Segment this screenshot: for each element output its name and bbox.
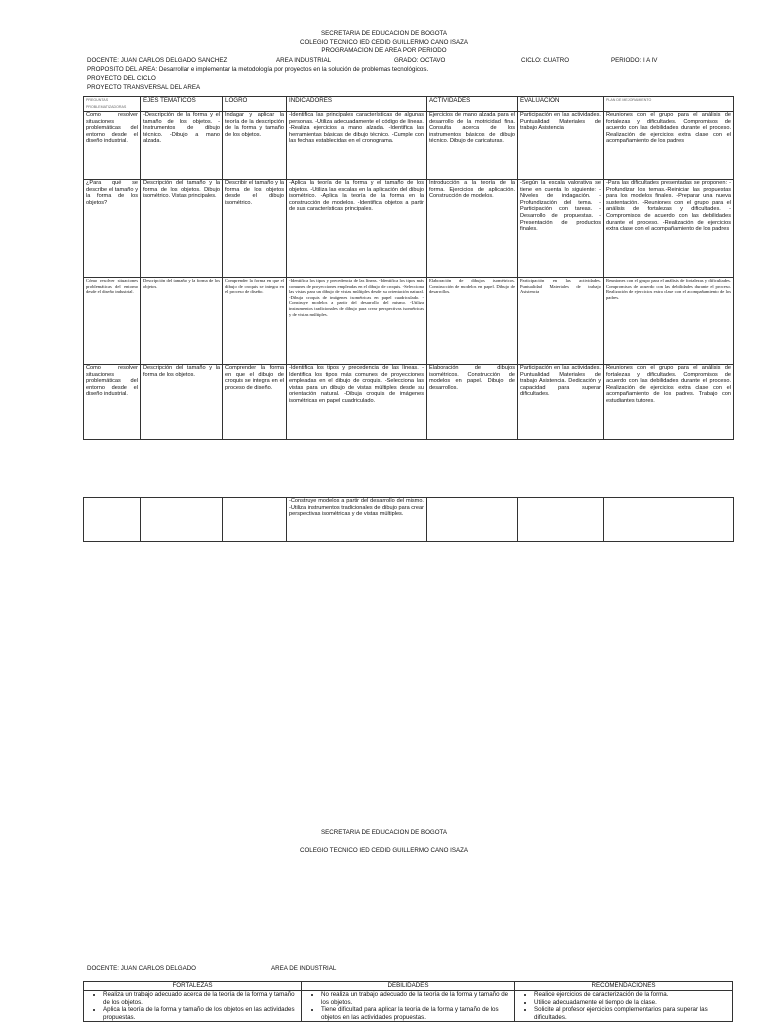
col-preguntas: PREGUNTAS PROBLEMATIZADORAS: [84, 97, 141, 112]
list-item: • No realiza un trabajo adecuado de la teoría de la forma y tamaño de los objetos.: [321, 991, 511, 1006]
row3-ejes: Descripción del tamaño y la forma de los objetos.: [141, 278, 223, 365]
row3-logro: Comprender la forma en que el dibujo de croquis se integra en el proceso de diseño.: [223, 278, 287, 365]
col-ejes: EJES TEMATICOS: [141, 97, 223, 112]
row4-pregunta: Como resolver situaciones problemáticas del entorno desde el diseño industrial.: [84, 365, 141, 440]
row4-plan: Reuniones con el grupo para el análisis de fortalezas y dificultades. Compromisos de acuerdo con las debilidades durante el proceso. Realización de ejercicios extra clase con el acompañamiento de los padres. Trabajo con estudiantes tutores.: [604, 365, 734, 440]
list-item: • Aplica la teoría de la forma y tamaño de los objetos en las actividades propuestas.: [103, 1006, 298, 1021]
row2-ejes: Descripción del tamaño y la forma de los objetos. Dibujo isométrico. Vistas principales.: [141, 180, 223, 278]
docente-label: DOCENTE: JUAN CARLOS DELGADO SANCHEZ: [87, 57, 228, 64]
row3-actividades: Elaboración de dibujos isométricos. Construcción de modelos en papel. Dibujo de desarrollos.: [427, 278, 518, 365]
list-item: • Realiza un trabajo adecuado acerca de la teoría de la forma y tamaño de los objetos.: [103, 991, 298, 1006]
col-indicadores: INDICADORES: [287, 97, 427, 112]
row2-actividades: Introducción a la teoría de la forma. Ejercicios de aplicación. Construcción de modelos.: [427, 180, 518, 278]
row1-plan: Reuniones con el grupo para el análisis de fortalezas y dificultades. Compromisos de acuerdo con las debilidades durante el proceso. Realización de ejercicios extra clase con el acompañamiento de los padres: [604, 112, 734, 180]
col-plan-mejoramiento: PLAN DE MEJORAMIENTO: [604, 97, 734, 112]
area-label: AREA INDUSTRIAL: [276, 57, 332, 64]
table-header-row: [84, 982, 733, 991]
row4-actividades: Elaboración de dibujos isométricos. Construcción de modelos en papel. Dibujo de desarrollos.: [427, 365, 518, 440]
list-item: • Realice ejercicios de caracterización de la forma.: [534, 991, 729, 999]
row1-evaluacion: Participación en las actividades. Puntualidad Materiales de trabajo Asistencia: [518, 112, 604, 180]
list-item: • Utilice adecuadamente el tiempo de la clase.: [534, 999, 729, 1007]
list-item: • Solicite al profesor ejercicios complementarios para superar las dificultades.: [534, 1006, 729, 1021]
cont-indicadores: -Construye modelos a partir del desarrollo del mismo. -Utiliza instrumentos tradicionales de dibujo para crear perspectivas isométricas y de vistas múltiples.: [287, 498, 427, 542]
proyecto-ciclo-line: PROYECTO DEL CICLO: [87, 75, 156, 82]
row3-pregunta: Cómo resolver situaciones problemáticas del entorno desde el diseño industrial.: [84, 278, 141, 365]
page2-docente-label: DOCENTE: JUAN CARLOS DELGADO: [87, 965, 196, 972]
header-colegio: COLEGIO TECNICO IED CEDID GUILLERMO CANO ISAZA: [299, 39, 468, 46]
row2-pregunta: ¿Para qué se describe el tamaño y la forma de los objetos?: [84, 180, 141, 278]
recomendaciones-cell: [515, 991, 733, 1022]
grado-label: GRADO: OCTAVO: [394, 57, 446, 64]
col-recomendaciones: RECOMENDACIONES: [515, 982, 733, 991]
table-row: [84, 498, 734, 542]
ciclo-label: CICLO: CUATRO: [521, 57, 570, 64]
row2-plan: -Para las dificultades presentadas se proponen: -Profundizar los temas.-Reiniciar las propuestas para los modelos finales. -Preparar una nueva sustentación. -Reuniones con el grupo para el análisis de fortalezas y dificultades. -Compromisos de acuerdo con las debilidades durante el proceso. -Realización de ejercicios extra clase con el acompañamiento de los padres: [604, 180, 734, 278]
row1-pregunta: Como resolver situaciones problemáticas del entorno desde el diseño industrial.: [84, 112, 141, 180]
cont-evaluacion: [518, 498, 604, 542]
table-row: [84, 365, 734, 440]
row4-indicadores: -Identifica los tipos y precedencia de las líneas. -Identifica los tipos más comunes de proyecciones empleadas en el dibujo de croquis. -Selecciona las vistas para un dibujo de vistas múltiples desde su orientación natural. -Dibuja croquis de imágenes isométricas en papel cuadriculado.: [287, 365, 427, 440]
table-row: [84, 278, 734, 365]
col-debilidades: DEBILIDADES: [302, 982, 515, 991]
table-header-row: [84, 97, 734, 112]
row1-indicadores: -Identifica las principales características de algunas personas. -Utiliza adecuadamente el código de líneas. -Realiza ejercicios a mano alzada. -Identifica las herramientas básicas de dibujo técnico. -Cumple con las fechas establecidas en el cronograma.: [287, 112, 427, 180]
row2-indicadores: -Aplica la teoría de la forma y el tamaño de los objetos. -Utiliza las escalas en la aplicación del dibujo isométrico. -Aplica la teoría de la forma en la construcción de modelos. -Identifica objetos a partir de sus características principales.: [287, 180, 427, 278]
row2-logro: Describir el tamaño y la forma de los objetos desde el dibujo isométrico.: [223, 180, 287, 278]
cont-plan: [604, 498, 734, 542]
row3-indicadores: -Identifica los tipos y precedencia de las líneas. -Identifica los tipos más comunes de proyecciones empleadas en el dibujo de croquis. -Selecciona las vistas para un dibujo de vistas múltiples desde su orientación natural. -Dibuja croquis de imágenes isométricas en papel cuadriculado. -Construye modelos a partir del desarrollo del mismo. -Utiliza instrumentos tradicionales de dibujo para crear perspectivas isométricas y de vistas múltiples.: [287, 278, 427, 365]
col-actividades: ACTIVIDADES: [427, 97, 518, 112]
row4-evaluacion: Participación en las actividades. Puntualidad Materiales de trabajo Asistencia. Dedicación y capacidad para superar dificultades.: [518, 365, 604, 440]
row1-actividades: Ejercicios de mano alzada para el desarrollo de la motricidad fina. Consulta acerca de los instrumentos básicos de dibujo técnico. Dibujo de caricaturas.: [427, 112, 518, 180]
table-row: [84, 112, 734, 180]
cont-actividades: [427, 498, 518, 542]
col-logro: LOGRO: [223, 97, 287, 112]
cont-logro: [223, 498, 287, 542]
row1-ejes: -Descripción de la forma y el tamaño de los objetos. -Instrumentos de dibujo técnico. -Dibujo a mano alzada.: [141, 112, 223, 180]
row1-logro: Indagar y aplicar la teoría de la descripción de la forma y tamaño de los objetos.: [223, 112, 287, 180]
list-item: • Tiene dificultad para aplicar la teoría de la forma y tamaño de los objetos en las actividades propuestas.: [321, 1006, 511, 1021]
continuation-table: [83, 497, 734, 542]
proposito-line: PROPOSITO DEL AREA: Desarrollar e implementar la metodología por proyectos en la solución de problemas tecnológicos.: [87, 66, 429, 73]
header-secretaria: SECRETARIA DE EDUCACION DE BOGOTA: [321, 30, 447, 37]
row3-evaluacion: Participación en las actividades. Puntualidad Materiales de trabajo Asistencia: [518, 278, 604, 365]
periodo-label: PERIODO: I A IV: [611, 57, 658, 64]
programacion-table: [83, 96, 734, 440]
fortalezas-cell: [84, 991, 302, 1022]
col-evaluacion: EVALUACION: [518, 97, 604, 112]
header-programacion: PROGRAMACION DE AREA POR PERIODO: [321, 47, 447, 54]
row3-plan: Reuniones con el grupo para el análisis de fortalezas y dificultades. Compromisos de acuerdo con las debilidades durante el proceso. Realización de ejercicios extra clase con el acompañamiento de los padres.: [604, 278, 734, 365]
fortalezas-table: [83, 981, 733, 1022]
page2-header-colegio: COLEGIO TECNICO IED CEDID GUILLERMO CANO ISAZA: [299, 847, 468, 854]
page2-header-secretaria: SECRETARIA DE EDUCACION DE BOGOTA: [321, 829, 447, 836]
cont-ejes: [141, 498, 223, 542]
cont-pregunta: [84, 498, 141, 542]
page2-area-label: AREA DE INDUSTRIAL: [271, 965, 337, 972]
row4-ejes: Descripción del tamaño y la forma de los objetos.: [141, 365, 223, 440]
col-fortalezas: FORTALEZAS: [84, 982, 302, 991]
row4-logro: Comprender la forma en que el dibujo de croquis se integra en el proceso de diseño.: [223, 365, 287, 440]
table-row: [84, 180, 734, 278]
debilidades-cell: [302, 991, 515, 1022]
row2-evaluacion: -Según la escala valorativa se tiene en cuenta lo siguiente: -Niveles de indagación. -Profundización del tema. -Participación con tareas. -Desarrollo de propuestas. -Presentación de productos finales.: [518, 180, 604, 278]
table-row: [84, 991, 733, 1022]
proyecto-transversal-line: PROYECTO TRANSVERSAL DEL AREA: [87, 84, 201, 91]
